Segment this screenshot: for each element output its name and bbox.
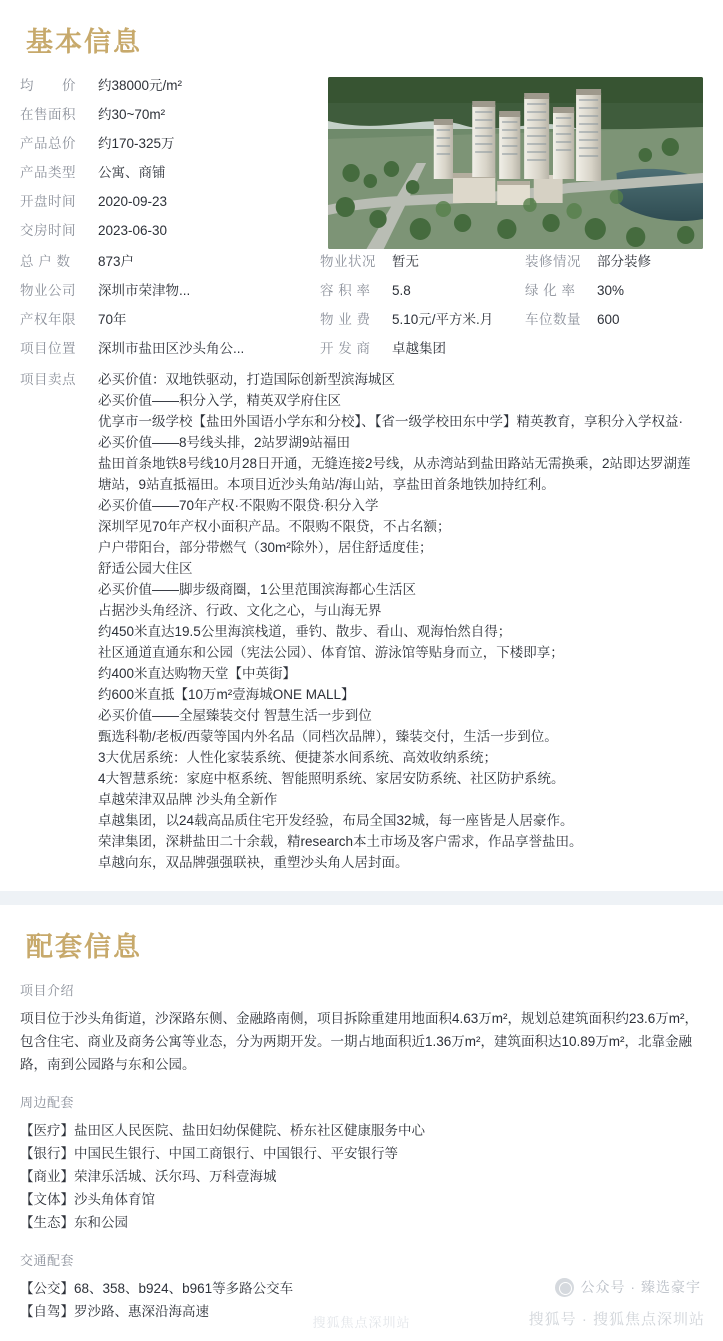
selling-point: 舒适公园大住区: [98, 561, 193, 576]
field-key: 产品总价: [20, 136, 76, 151]
stat-row: [20, 253, 703, 271]
stat-key: 车位数量: [525, 312, 581, 327]
stat-value: 873户: [98, 254, 135, 269]
watermark-account-text: 公众号 · 臻选豪宇: [580, 1279, 701, 1295]
selling-point: 3大优居系统：人性化家装系统、便捷茶水间系统、高效收纳系统；: [98, 750, 498, 765]
traffic-item: 【自驾】罗沙路、惠深沿海高速: [20, 1304, 209, 1319]
stat-key: 物业公司: [20, 283, 76, 298]
stat-cell: [525, 282, 703, 300]
stat-key: 物业状况: [320, 254, 376, 269]
nearby-item: 【商业】荣津乐活城、沃尔玛、万科壹海城: [20, 1169, 277, 1184]
selling-points-block: [20, 369, 703, 873]
basic-info-field-list: [20, 73, 320, 251]
selling-point: 优享市一级学校【盐田外国语小学东和分校】、【省一级学校田东中学】精英教育，享积分入学权益·: [98, 414, 683, 429]
stat-value: 卓越集团: [392, 341, 446, 356]
field-value: 约38000元/m²: [98, 78, 183, 93]
basic-info-top: [20, 73, 703, 251]
stat-cell: [525, 311, 703, 329]
field-row: [20, 193, 320, 211]
stat-key: 装修情况: [525, 254, 581, 269]
field-value: 公寓、商铺: [98, 165, 166, 180]
nearby-item: 【文体】沙头角体育馆: [20, 1192, 155, 1207]
nearby-item: 【医疗】盐田区人民医院、盐田妇幼保健院、桥东社区健康服务中心: [20, 1123, 425, 1138]
field-row: [20, 77, 320, 95]
stat-value: 深圳市荣津物...: [98, 283, 191, 298]
selling-point: 盐田首条地铁8号线10月28日开通，无缝连接2号线，从赤湾站到盐田路站无需换乘，2站即达罗湖莲塘站，9站直抵福田。本项目近沙头角站/海山站，享盐田首条地铁加持红利。: [98, 456, 691, 492]
stat-key: 物 业 费: [320, 312, 371, 327]
stat-cell: [320, 340, 525, 358]
stat-value: 5.8: [392, 283, 411, 298]
field-row: [20, 106, 320, 124]
field-key: 开盘时间: [20, 194, 76, 209]
field-row: [20, 222, 320, 240]
field-key: 产品类型: [20, 165, 76, 180]
stat-row: [20, 282, 703, 300]
selling-point: 必买价值——全屋臻装交付 智慧生活一步到位: [98, 708, 372, 723]
selling-points-label: 项目卖点: [20, 372, 76, 387]
stat-key: 产权年限: [20, 312, 76, 327]
selling-point: 4大智慧系统：家庭中枢系统、智能照明系统、家居安防系统、社区防护系统。: [98, 771, 565, 786]
stat-cell: [20, 311, 320, 329]
nearby-item: 【银行】中国民生银行、中国工商银行、中国银行、平安银行等: [20, 1146, 398, 1161]
watermark-account: [555, 1277, 701, 1297]
support-info-title: 配套信息: [26, 932, 142, 962]
selling-point: 户户带阳台，部分带燃气（30m²除外），居住舒适度佳；: [98, 540, 433, 555]
field-value: 2020-09-23: [98, 194, 168, 209]
selling-point: 必买价值——积分入学，精英双学府住区: [98, 393, 341, 408]
nearby-label: 周边配套: [20, 1095, 75, 1110]
stat-cell: [525, 340, 703, 358]
selling-point: 必买价值——70年产权·不限购不限贷·积分入学: [98, 498, 379, 513]
stat-cell: [20, 253, 320, 271]
stat-value: 5.10元/平方米.月: [392, 312, 494, 327]
stat-key: 开 发 商: [320, 341, 371, 356]
stat-cell: [20, 282, 320, 300]
stat-cell: [320, 253, 525, 271]
selling-point: 约450米直达19.5公里海滨栈道，垂钓、散步、看山、观海怡然自得；: [98, 624, 512, 639]
field-row: [20, 135, 320, 153]
basic-info-title: 基本信息: [26, 27, 142, 57]
selling-point: 约600米直抵【10万m²壹海城ONE MALL】: [98, 687, 355, 702]
stat-key: 总 户 数: [20, 254, 71, 269]
selling-point: 约400米直达购物天堂【中英街】: [98, 666, 297, 681]
stat-value: 部分装修: [597, 254, 651, 269]
selling-point: 深圳罕见70年产权小面积产品。不限购不限贷，不占名额；: [98, 519, 451, 534]
rendering-illustration: [328, 77, 703, 249]
stat-row: [20, 340, 703, 358]
basic-info-stats: [20, 253, 703, 358]
stat-value: 30%: [597, 283, 625, 298]
stat-key: 项目位置: [20, 341, 76, 356]
selling-point: 卓越向东，双品牌强强联袂，重塑沙头角人居封面。: [98, 855, 409, 870]
intro-label: 项目介绍: [20, 983, 75, 998]
stat-value: 深圳市盐田区沙头角公...: [98, 341, 245, 356]
stat-value: 暂无: [392, 254, 419, 269]
selling-points-body: [98, 369, 703, 873]
intro-text: 项目位于沙头角街道，沙深路东侧、金融路南侧，项目拆除重建用地面积4.63万m²，规划总建筑面积约23.6万m²，包含住宅、商业及商务公寓等业态，分为两期开发。一期占地面积近1.36万m²，建筑面积达10.89万m²，北靠金融路，南到公园路与东和公园。: [20, 1011, 699, 1072]
field-value: 2023-06-30: [98, 223, 168, 238]
project-rendering-image: [328, 77, 703, 249]
stat-cell: [20, 340, 320, 358]
selling-point: 必买价值——8号线头排，2站罗湖9站福田: [98, 435, 351, 450]
field-key: 均 价: [20, 78, 76, 93]
section-divider: [0, 891, 723, 905]
watermark-footer: 搜狐号 · 搜狐焦点深圳站: [528, 1311, 705, 1328]
stat-value: 600: [597, 312, 620, 327]
field-key: 交房时间: [20, 223, 76, 238]
account-avatar-icon: [555, 1278, 574, 1297]
traffic-item: 【公交】68、358、b924、b961等多路公交车: [20, 1281, 294, 1296]
selling-point: 卓越荣津双品牌 沙头角全新作: [98, 792, 278, 807]
selling-point: 占据沙头角经济、行政、文化之心，与山海无界: [98, 603, 382, 618]
selling-point: 必买价值——脚步级商圈，1公里范围滨海都心生活区: [98, 582, 417, 597]
selling-point: 必买价值：双地铁驱动，打造国际创新型滨海城区: [98, 372, 395, 387]
field-key: 在售面积: [20, 107, 76, 122]
field-value: 约30~70m²: [98, 107, 166, 122]
selling-point: 卓越集团，以24载高品质住宅开发经验，布局全国32城，每一座皆是人居豪作。: [98, 813, 574, 828]
nearby-item: 【生态】东和公园: [20, 1215, 128, 1230]
selling-point: 社区通道直通东和公园（宪法公园）、体育馆、游泳馆等贴身而立，下楼即享；: [98, 645, 564, 660]
stat-key: 绿 化 率: [525, 283, 576, 298]
field-value: 约170-325万: [98, 136, 175, 151]
field-row: [20, 164, 320, 182]
selling-point: 甄选科勒/老板/西蒙等国内外名品（同档次品牌），臻装交付，生活一步到位。: [98, 729, 558, 744]
traffic-label: 交通配套: [20, 1253, 75, 1268]
stat-row: [20, 311, 703, 329]
stat-key: 容 积 率: [320, 283, 371, 298]
stat-cell: [320, 311, 525, 329]
stat-cell: [320, 282, 525, 300]
support-info-card: [0, 905, 723, 1341]
watermark-center: 搜狐焦点深圳站: [312, 1315, 411, 1330]
stat-value: 70年: [98, 312, 127, 327]
stat-cell: [525, 253, 703, 271]
selling-point: 荣津集团，深耕盐田二十余载，精research本土市场及客户需求，作品享誉盐田。: [98, 834, 583, 849]
